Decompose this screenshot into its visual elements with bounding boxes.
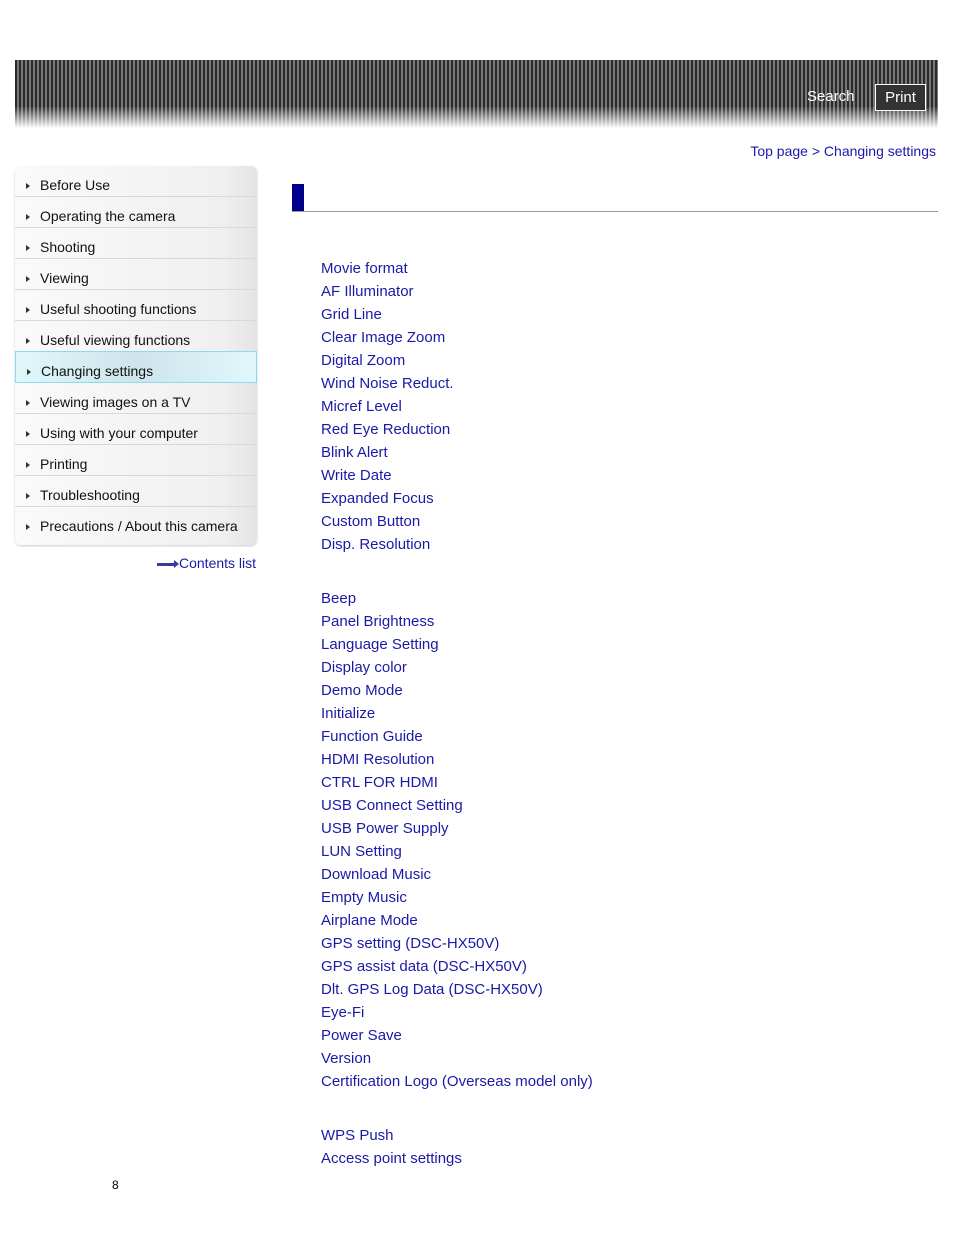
setting-link[interactable]: Beep [321, 590, 357, 607]
sidebar-item-label: Precautions / About this camera [40, 518, 238, 534]
sidebar-item-operating-the-camera[interactable] [15, 197, 257, 228]
sidebar-item-viewing-images-on-a-tv[interactable] [15, 383, 257, 414]
sidebar-item-using-with-your-computer[interactable] [15, 414, 257, 445]
settings-group-2 [321, 587, 593, 1093]
title-divider [292, 211, 938, 212]
setting-link[interactable]: CTRL FOR HDMI [321, 774, 438, 791]
sidebar-item-label: Shooting [40, 239, 96, 255]
setting-link[interactable]: Dlt. GPS Log Data (DSC-HX50V) [321, 981, 543, 998]
triangle-right-icon [26, 524, 30, 530]
triangle-right-icon [26, 400, 30, 406]
sidebar-item-label: Useful shooting functions [40, 301, 197, 317]
setting-link[interactable]: Airplane Mode [321, 912, 418, 929]
sidebar-item-label: Useful viewing functions [40, 332, 191, 348]
setting-link[interactable]: Empty Music [321, 889, 407, 906]
settings-group-3 [321, 1124, 462, 1170]
header-banner [15, 60, 938, 128]
sidebar-item-label: Printing [40, 456, 88, 472]
setting-link[interactable]: Display color [321, 659, 407, 676]
setting-link[interactable]: Version [321, 1050, 372, 1067]
setting-link[interactable]: GPS assist data (DSC-HX50V) [321, 958, 527, 975]
setting-link[interactable]: Language Setting [321, 636, 439, 653]
contents-list-label: Contents list [179, 555, 257, 571]
setting-link[interactable]: GPS setting (DSC-HX50V) [321, 935, 500, 952]
setting-link[interactable]: Movie format [321, 260, 408, 277]
setting-link[interactable]: Disp. Resolution [321, 536, 431, 553]
triangle-right-icon [26, 338, 30, 344]
breadcrumb-current[interactable]: Changing settings [823, 143, 936, 159]
sidebar-item-changing-settings[interactable] [15, 351, 257, 383]
sidebar-item-printing[interactable] [15, 445, 257, 476]
setting-link[interactable]: Write Date [321, 467, 392, 484]
page-number: 8 [112, 1178, 119, 1192]
setting-link[interactable]: Function Guide [321, 728, 423, 745]
setting-link[interactable]: Red Eye Reduction [321, 421, 451, 438]
triangle-right-icon [26, 493, 30, 499]
setting-link[interactable]: Download Music [321, 866, 432, 883]
sidebar-item-before-use[interactable] [15, 166, 257, 197]
arrow-right-icon [157, 563, 175, 566]
sidebar-item-label: Changing settings [41, 363, 154, 379]
settings-group-1 [321, 257, 454, 556]
triangle-right-icon [26, 431, 30, 437]
setting-link[interactable]: Wind Noise Reduct. [321, 375, 454, 392]
triangle-right-icon [26, 245, 30, 251]
triangle-right-icon [27, 369, 31, 375]
triangle-right-icon [26, 276, 30, 282]
breadcrumb-separator: > [807, 143, 824, 159]
sidebar-item-label: Viewing [40, 270, 89, 286]
sidebar-item-troubleshooting[interactable] [15, 476, 257, 507]
sidebar-item-precautions-about-this-camera[interactable] [15, 507, 257, 537]
setting-link[interactable]: Clear Image Zoom [321, 329, 446, 346]
title-marker [292, 184, 304, 212]
sidebar-item-useful-shooting-functions[interactable] [15, 290, 257, 321]
setting-link[interactable]: Custom Button [321, 513, 421, 530]
print-button[interactable]: Print [875, 84, 926, 111]
contents-list-link[interactable] [157, 555, 256, 571]
setting-link[interactable]: Blink Alert [321, 444, 388, 461]
sidebar-item-label: Viewing images on a TV [40, 394, 191, 410]
setting-link[interactable]: USB Power Supply [321, 820, 449, 837]
triangle-right-icon [26, 183, 30, 189]
breadcrumb-top-page[interactable]: Top page [750, 143, 808, 159]
setting-link[interactable]: Demo Mode [321, 682, 403, 699]
setting-link[interactable]: Grid Line [321, 306, 382, 323]
setting-link[interactable]: Certification Logo (Overseas model only) [321, 1073, 593, 1090]
setting-link[interactable]: Power Save [321, 1027, 402, 1044]
setting-link[interactable]: AF Illuminator [321, 283, 414, 300]
setting-link[interactable]: USB Connect Setting [321, 797, 463, 814]
setting-link[interactable]: Expanded Focus [321, 490, 434, 507]
sidebar-item-viewing[interactable] [15, 259, 257, 290]
setting-link[interactable]: Micref Level [321, 398, 402, 415]
setting-link[interactable]: Initialize [321, 705, 376, 722]
setting-link[interactable]: WPS Push [321, 1127, 394, 1144]
setting-link[interactable]: Eye-Fi [321, 1004, 365, 1021]
setting-link[interactable]: LUN Setting [321, 843, 402, 860]
search-button[interactable]: Search [807, 88, 855, 105]
sidebar-item-shooting[interactable] [15, 228, 257, 259]
triangle-right-icon [26, 214, 30, 220]
triangle-right-icon [26, 462, 30, 468]
setting-link[interactable]: Panel Brightness [321, 613, 435, 630]
sidebar-item-useful-viewing-functions[interactable] [15, 321, 257, 352]
triangle-right-icon [26, 307, 30, 313]
breadcrumb [750, 143, 936, 159]
sidebar-item-label: Troubleshooting [40, 487, 140, 503]
sidebar-nav [15, 166, 257, 545]
sidebar-item-label: Before Use [40, 177, 111, 193]
setting-link[interactable]: Access point settings [321, 1150, 462, 1167]
setting-link[interactable]: HDMI Resolution [321, 751, 435, 768]
setting-link[interactable]: Digital Zoom [321, 352, 406, 369]
sidebar-item-label: Operating the camera [40, 208, 176, 224]
sidebar-item-label: Using with your computer [40, 425, 198, 441]
